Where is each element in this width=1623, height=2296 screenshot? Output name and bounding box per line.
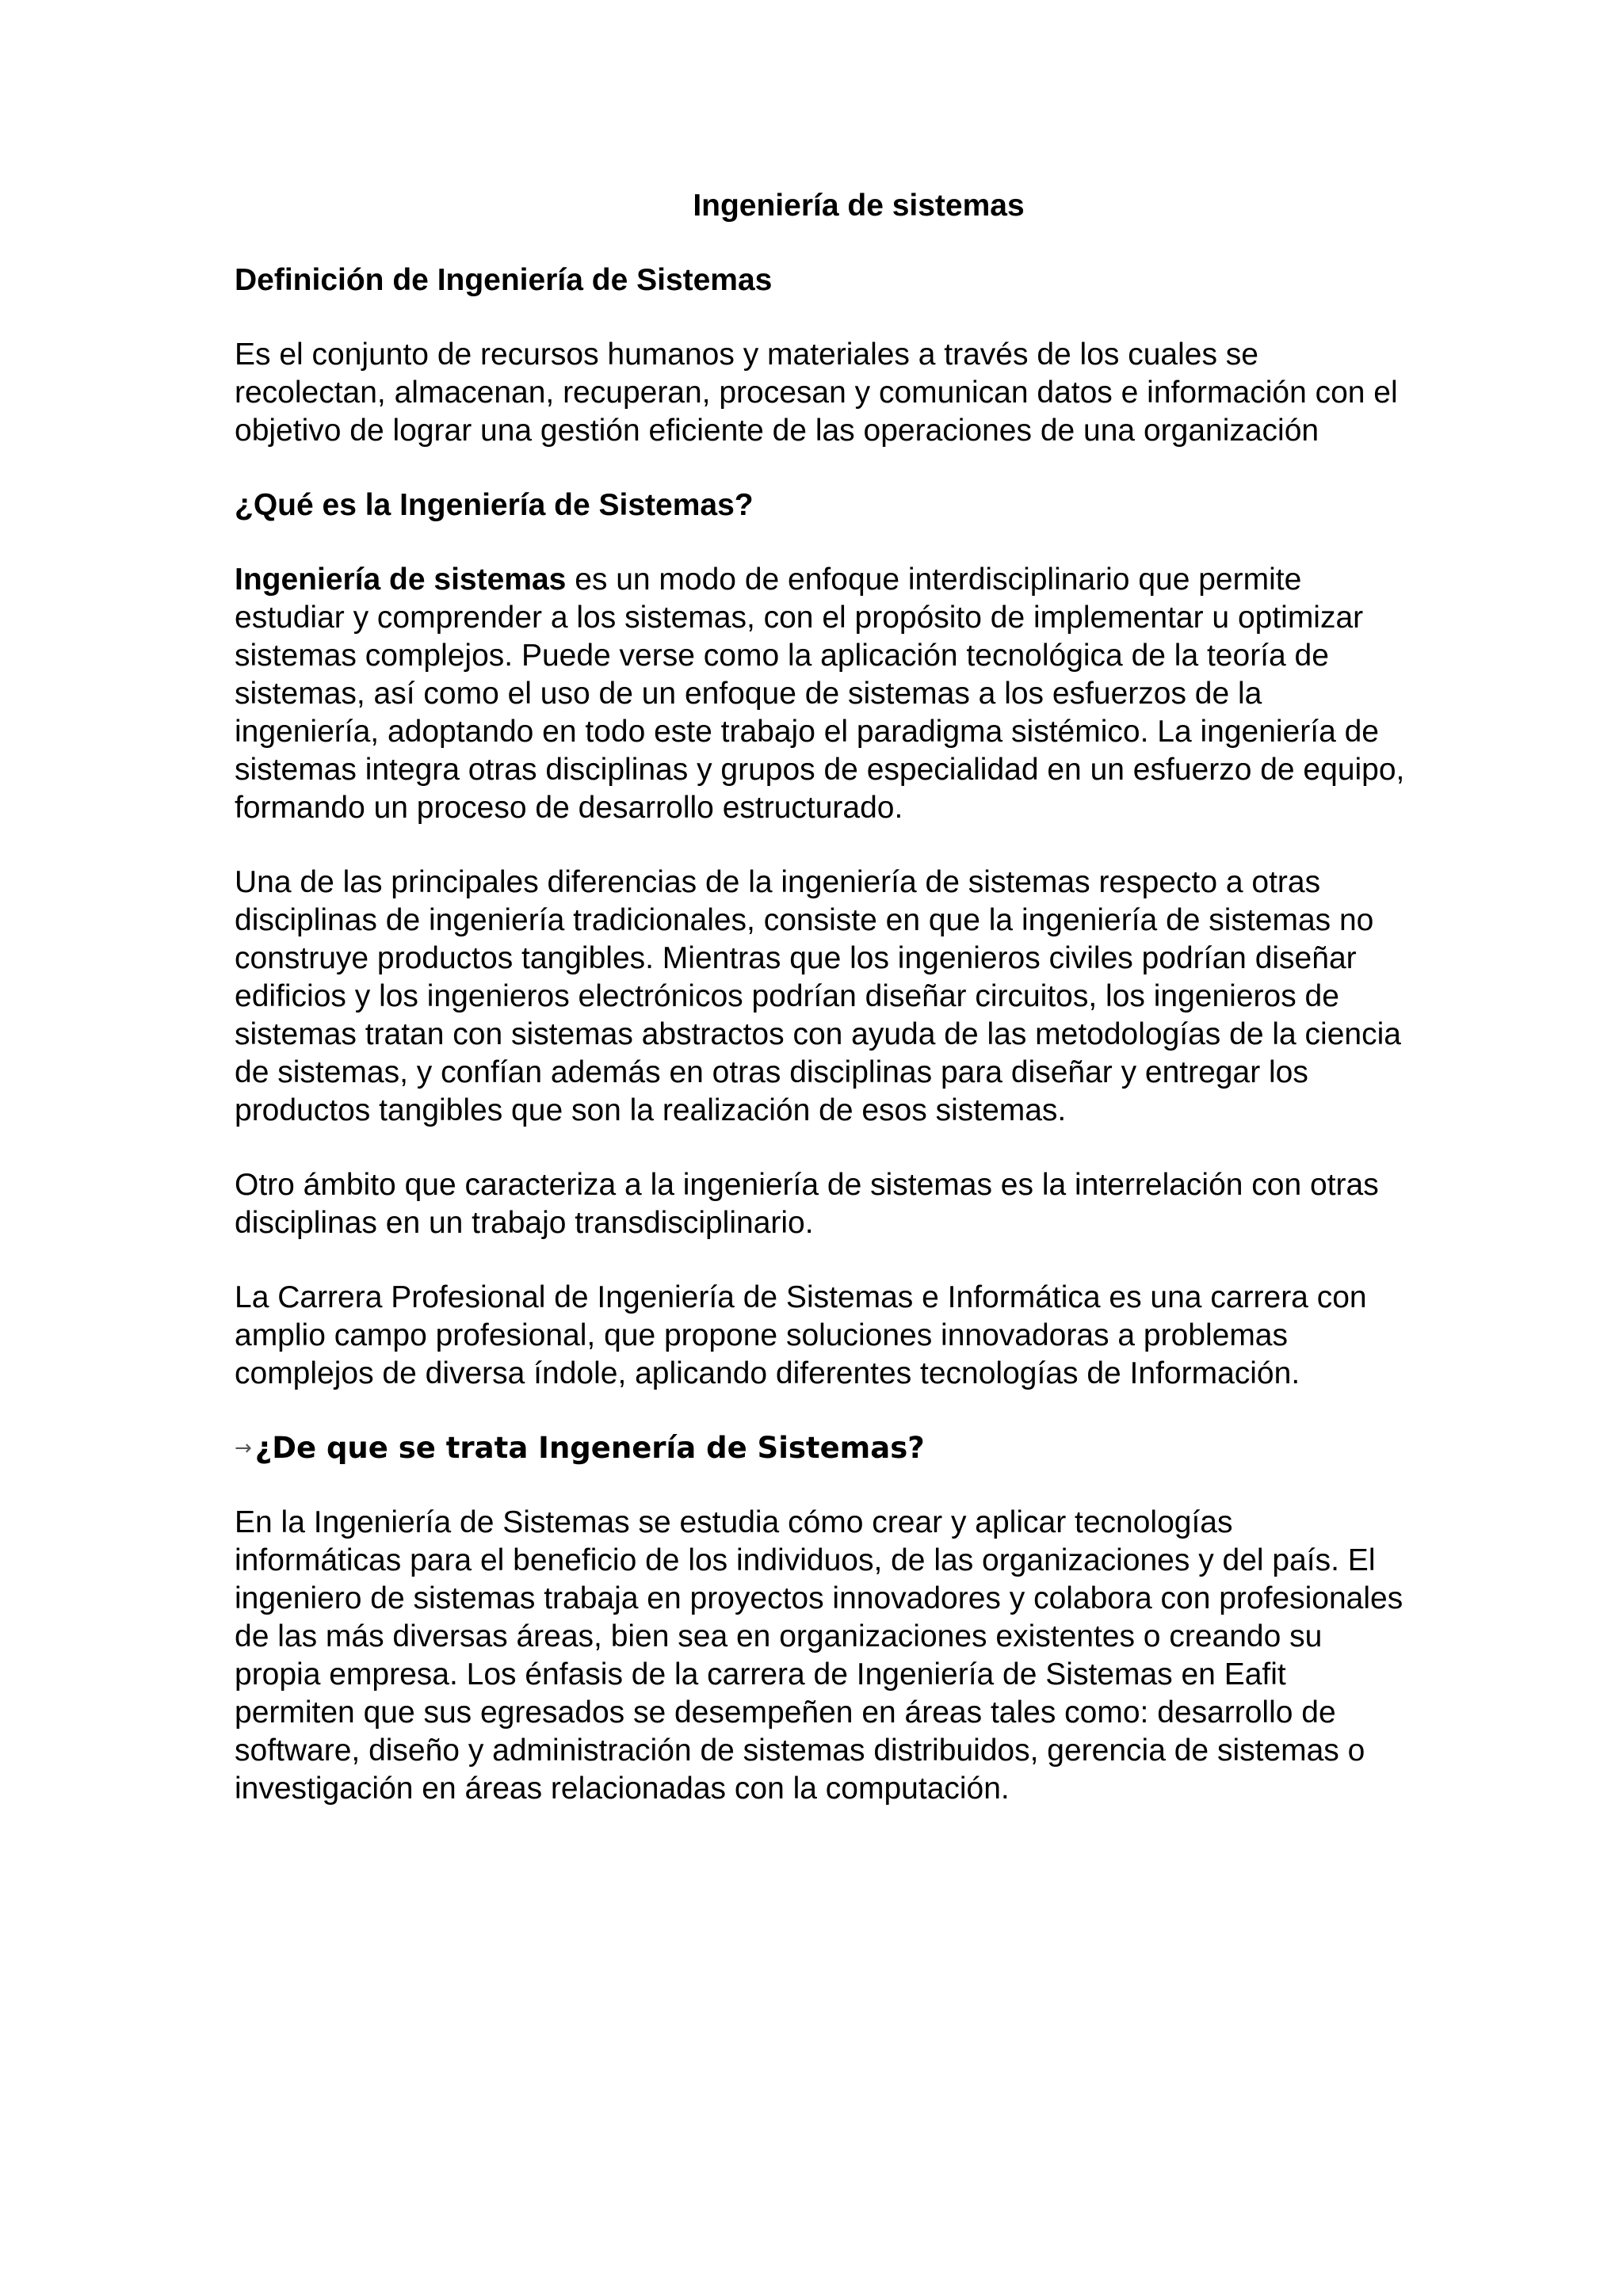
paragraph-diferencias: Una de las principales diferencias de la ingeniería de sistemas respecto a otras disciplinas de ingeniería tradicionales, consiste en que la ingeniería de sistemas no construye productos tangibles. Mientras que los ingenieros civiles podrían diseñar edificios y los ingenieros electrónicos podrían diseñar circuitos, los ingenieros de sistemas tratan con sistemas abstractos con ayuda de las metodologías de la ciencia de sistemas, y confían además en otras disciplinas para diseñar y entregar los productos tangibles que son la realización de esos sistemas. bbox=[235, 865, 1401, 1127]
heading-de-que-se-trata-text: ¿De que se trata Ingenería de Sistemas? bbox=[254, 1431, 925, 1465]
paragraph-otro-ambito: Otro ámbito que caracteriza a la ingeniería de sistemas es la interrelación con otras disciplinas en un trabajo transdisciplinario. bbox=[235, 1168, 1379, 1240]
page-title: Ingeniería de sistemas bbox=[693, 189, 1025, 223]
lead-text: es un modo de enfoque interdisciplinario que permite estudiar y comprender a los sistemas, con el propósito de implementar u optimizar sistemas complejos. Puede verse como la aplicación tecnológica de la teoría de sistemas, así como el uso de un enfoque de sistemas a los esfuerzos de la ingeniería, adoptando en todo este trabajo el paradigma sistémico. La ingeniería de sistemas integra otras disciplinas y grupos de especialidad en un esfuerzo de equipo, formando un proceso de desarrollo estructurado. bbox=[235, 563, 1405, 825]
lead-term: Ingeniería de sistemas bbox=[235, 563, 567, 597]
document-body bbox=[235, 187, 1407, 1808]
paragraph-definicion: Es el conjunto de recursos humanos y materiales a través de los cuales se recolectan, almacenan, recuperan, procesan y comunican datos e información con el objetivo de lograr una gestión eficiente de las operaciones de una organización bbox=[235, 338, 1398, 448]
arrow-right-icon: → bbox=[235, 1436, 252, 1460]
heading-definicion: Definición de Ingeniería de Sistemas bbox=[235, 263, 773, 297]
paragraph-de-que-se-trata: En la Ingeniería de Sistemas se estudia cómo crear y aplicar tecnologías informáticas para el beneficio de los individuos, de las organizaciones y del país. El ingeniero de sistemas trabaja en proyectos innovadores y colabora con profesionales de las más diversas áreas, bien sea en organizaciones existentes o creando su propia empresa. Los énfasis de la carrera de Ingeniería de Sistemas en Eafit permiten que sus egresados se desempeñen en áreas tales como: desarrollo de software, diseño y administración de sistemas distribuidos, gerencia de sistemas o investigación en áreas relacionadas con la computación. bbox=[235, 1505, 1403, 1806]
heading-que-es: ¿Qué es la Ingeniería de Sistemas? bbox=[235, 488, 754, 522]
paragraph-que-es-intro bbox=[235, 561, 1407, 827]
paragraph-carrera: La Carrera Profesional de Ingeniería de Sistemas e Informática es una carrera con amplio campo profesional, que propone soluciones innovadoras a problemas complejos de diversa índole, aplicando diferentes tecnologías de Información. bbox=[235, 1280, 1367, 1390]
heading-de-que-se-trata bbox=[235, 1429, 1407, 1467]
